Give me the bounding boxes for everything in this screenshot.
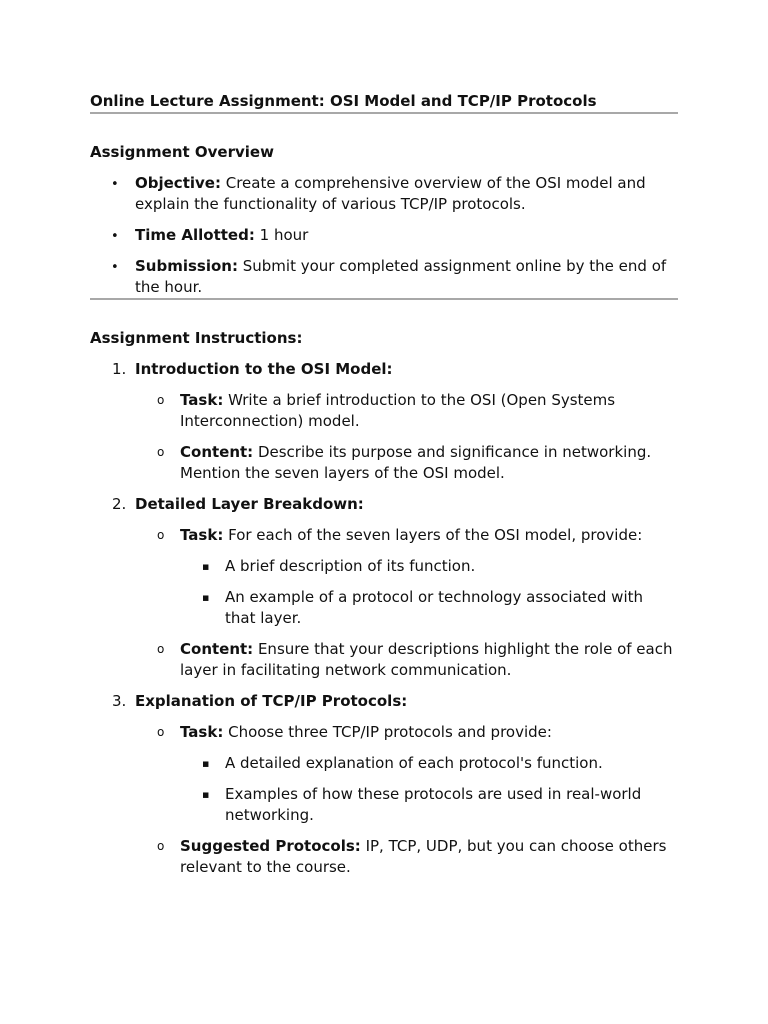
- item-label: Time Allotted:: [135, 226, 255, 244]
- sub-text: Choose three TCP/IP protocols and provide:: [223, 723, 552, 741]
- circle-bullet-icon: o: [157, 839, 165, 853]
- circle-bullet-icon: o: [157, 725, 165, 739]
- item-number: 1.: [112, 360, 127, 378]
- sub-list: [135, 525, 678, 681]
- point-text: Examples of how these protocols are used in real-world networking.: [225, 785, 642, 824]
- bullet-icon: [111, 173, 119, 195]
- overview-heading: Assignment Overview: [90, 143, 274, 161]
- point-text: A detailed explanation of each protocol's function.: [225, 754, 603, 772]
- overview-item: [90, 173, 678, 215]
- circle-bullet-icon: o: [157, 393, 165, 407]
- sub-item: [135, 639, 678, 681]
- item-text: Submit your completed assignment online by the end of the hour.: [135, 257, 667, 296]
- item-text: 1 hour: [254, 226, 309, 244]
- bullet-icon: [111, 256, 119, 278]
- instruction-item: [90, 359, 678, 484]
- point-text: An example of a protocol or technology associated with that layer.: [225, 588, 644, 627]
- point-item: [180, 753, 678, 774]
- sub-item: [135, 442, 678, 484]
- item-number: 2.: [112, 495, 127, 513]
- sub-item: [135, 525, 678, 629]
- square-bullet-icon: ▪: [202, 788, 210, 801]
- point-item: [180, 556, 678, 577]
- circle-bullet-icon: o: [157, 528, 165, 542]
- document-body: [90, 91, 678, 878]
- item-number: 3.: [112, 692, 127, 710]
- sub-item: [135, 722, 678, 826]
- overview-list: [90, 173, 678, 298]
- sub-list: [135, 390, 678, 484]
- instruction-title: Introduction to the OSI Model:: [135, 360, 393, 378]
- divider: [90, 112, 678, 114]
- item-label: Objective:: [135, 174, 221, 192]
- point-list: [180, 556, 678, 629]
- square-bullet-icon: ▪: [202, 560, 210, 573]
- sub-label: Suggested Protocols:: [180, 837, 361, 855]
- item-text: Create a comprehensive overview of the OSI model and explain the functionality of various TCP/IP protocols.: [135, 174, 646, 213]
- square-bullet-icon: ▪: [202, 591, 210, 604]
- divider: [90, 298, 678, 300]
- point-text: A brief description of its function.: [225, 557, 476, 575]
- bullet-icon: [111, 225, 119, 247]
- sub-text: Ensure that your descriptions highlight the role of each layer in facilitating network communication.: [180, 640, 673, 679]
- instructions-list: [90, 359, 678, 878]
- sub-list: [135, 722, 678, 878]
- sub-label: Content:: [180, 443, 254, 461]
- sub-item: [135, 836, 678, 878]
- sub-text: Describe its purpose and significance in networking. Mention the seven layers of the OSI model.: [180, 443, 652, 482]
- sub-text: For each of the seven layers of the OSI model, provide:: [223, 526, 643, 544]
- sub-label: Task:: [180, 723, 224, 741]
- point-item: [180, 587, 678, 629]
- overview-item: [90, 256, 678, 298]
- item-label: Submission:: [135, 257, 238, 275]
- point-list: [180, 753, 678, 826]
- instruction-title: Detailed Layer Breakdown:: [135, 495, 364, 513]
- sub-item: [135, 390, 678, 432]
- circle-bullet-icon: o: [157, 445, 165, 459]
- instruction-title: Explanation of TCP/IP Protocols:: [135, 692, 408, 710]
- overview-item: [90, 225, 678, 246]
- sub-label: Task:: [180, 526, 224, 544]
- sub-label: Task:: [180, 391, 224, 409]
- sub-label: Content:: [180, 640, 254, 658]
- sub-text: Write a brief introduction to the OSI (Open Systems Interconnection) model.: [180, 391, 616, 430]
- instruction-item: [90, 494, 678, 681]
- instruction-item: [90, 691, 678, 878]
- square-bullet-icon: ▪: [202, 757, 210, 770]
- sub-text: IP, TCP, UDP, but you can choose others relevant to the course.: [180, 837, 667, 876]
- circle-bullet-icon: o: [157, 642, 165, 656]
- instructions-heading: Assignment Instructions:: [90, 329, 303, 347]
- point-item: [180, 784, 678, 826]
- document-title: Online Lecture Assignment: OSI Model and TCP/IP Protocols: [90, 92, 597, 110]
